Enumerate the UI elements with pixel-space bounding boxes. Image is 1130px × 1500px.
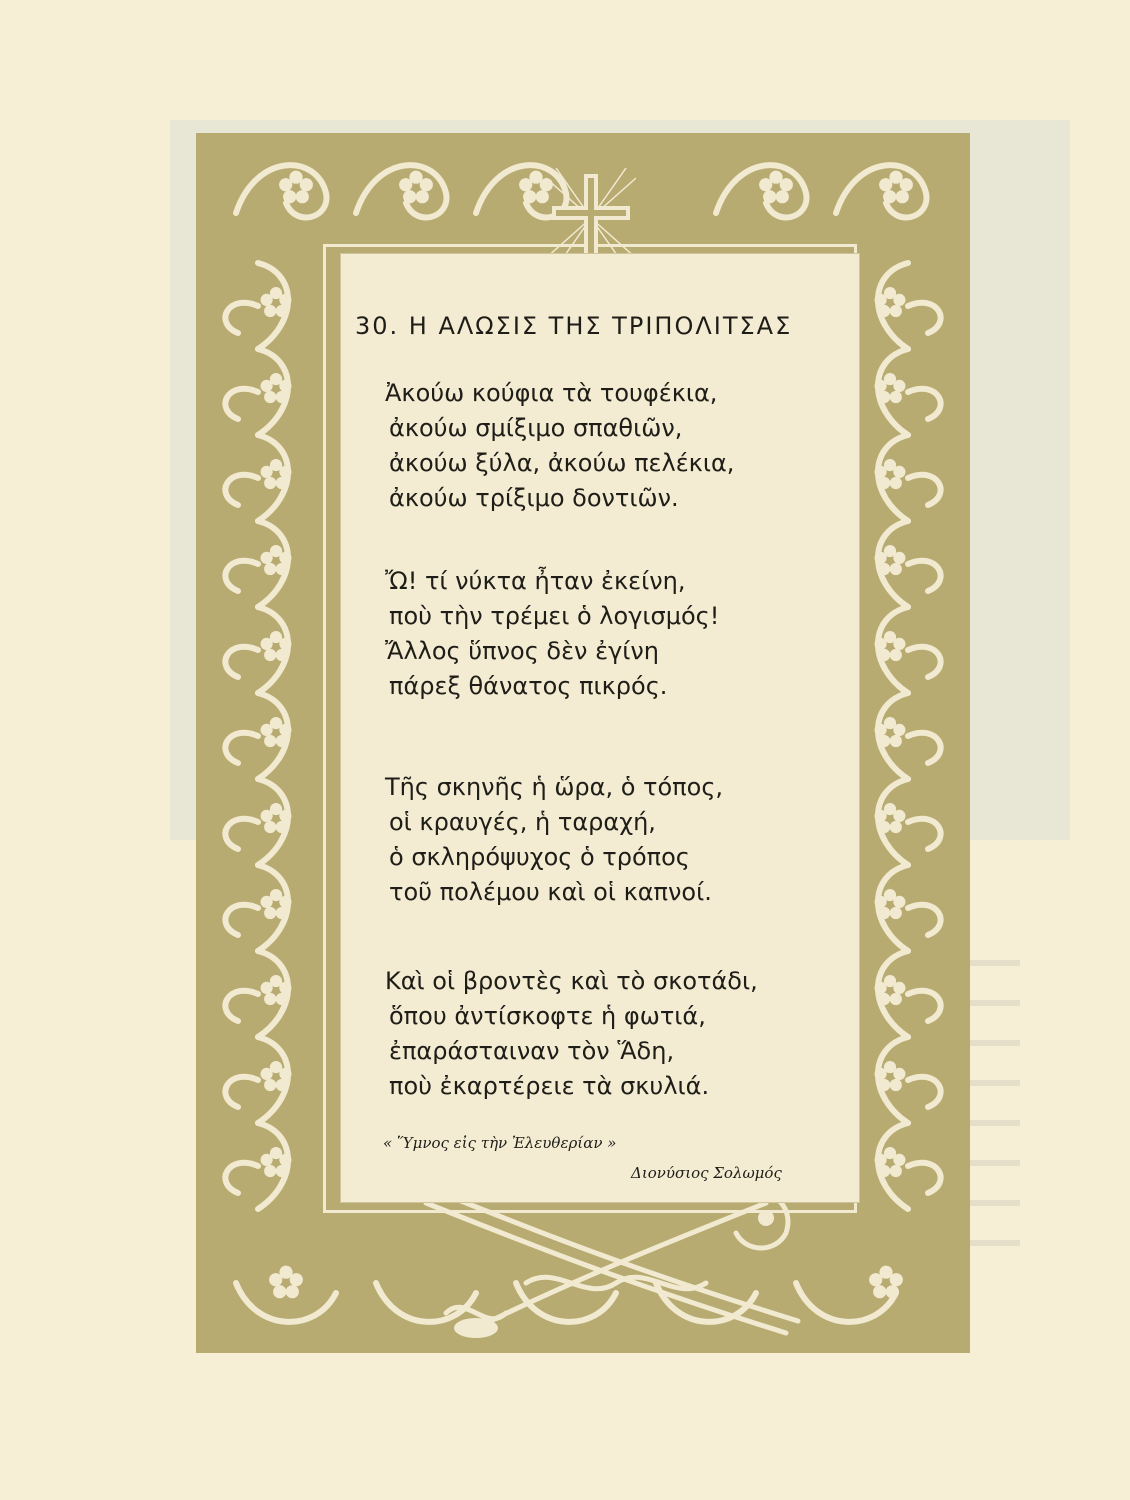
verse-line: Ἄλλος ὕπνος δὲν ἐγίνη xyxy=(385,637,660,665)
poem-author: Διονύσιος Σολωμός xyxy=(631,1164,782,1182)
verse-line: Ὤ! τί νύκτα ἦταν ἐκείνη, xyxy=(385,567,686,595)
verse-line: ἀκούω σμίξιμο σπαθιῶν, xyxy=(389,414,683,442)
verse-line: Καὶ οἱ βροντὲς καὶ τὸ σκοτάδι, xyxy=(385,967,758,995)
stanza-3 xyxy=(385,770,855,910)
verse-line: ὅπου ἀντίσκοφτε ἡ φωτιά, xyxy=(389,1002,706,1030)
verse-line: οἱ κραυγές, ἡ ταραχή, xyxy=(389,808,656,836)
verse-line: ἐπαράσταιναν τὸν Ἅδη, xyxy=(389,1037,675,1065)
verse-line: ὁ σκληρόψυχος ὁ τρόπος xyxy=(389,843,690,871)
stanza-2 xyxy=(385,564,855,704)
verse-line: πάρεξ θάνατος πικρός. xyxy=(389,672,668,700)
verse-line: Ἀκούω κούφια τὰ τουφέκια, xyxy=(385,379,718,407)
page-title: 30. Η ΑΛΩΣΙΣ ΤΗΣ ΤΡΙΠΟΛΙΤΣΑΣ xyxy=(355,312,793,340)
verse-line: τοῦ πολέμου καὶ οἱ καπνοί. xyxy=(389,878,712,906)
stanza-1 xyxy=(385,376,855,516)
verse-line: ποὺ τὴν τρέμει ὁ λογισμός! xyxy=(389,602,720,630)
stanza-4 xyxy=(385,964,855,1104)
verse-line: ἀκούω ξύλα, ἀκούω πελέκια, xyxy=(389,449,735,477)
verse-line: Τῆς σκηνῆς ἡ ὥρα, ὁ τόπος, xyxy=(385,773,724,801)
poem-source: « Ὕμνος εἰς τὴν Ἐλευθερίαν » xyxy=(383,1134,617,1152)
poem-panel xyxy=(340,253,860,1203)
verse-line: ποὺ ἐκαρτέρειε τὰ σκυλιά. xyxy=(389,1072,710,1100)
verse-line: ἀκούω τρίξιμο δοντιῶν. xyxy=(389,484,679,512)
